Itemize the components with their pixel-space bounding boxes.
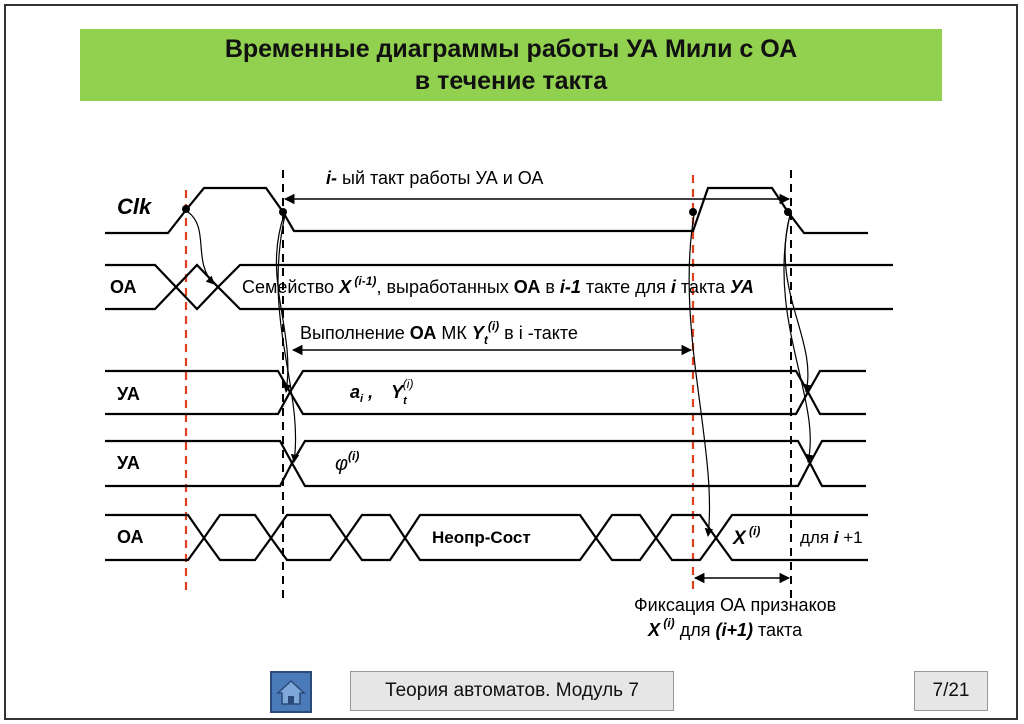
ua-bus-2 bbox=[105, 441, 866, 486]
for-next-label: для i +1 bbox=[800, 528, 863, 547]
ua1-label: УА bbox=[117, 384, 140, 404]
fixation-label-line1: Фиксация ОА признаков bbox=[634, 595, 837, 615]
title-line-1: Временные диаграммы работы УА Мили с ОА bbox=[224, 35, 798, 63]
ua-bus-1 bbox=[105, 371, 866, 414]
clk-dot-4 bbox=[784, 208, 792, 216]
execution-label: Выполнение ОА МК $Y_t^{(i)}$ в i -такте bbox=[300, 319, 578, 347]
home-icon bbox=[276, 678, 306, 706]
phi-label: $\varphi^{(i)}$ bbox=[335, 449, 360, 475]
clk-waveform bbox=[105, 188, 868, 233]
causal-curve-5 bbox=[785, 215, 808, 392]
causal-curve-6 bbox=[784, 215, 810, 462]
footer-page-number: 7/21 bbox=[914, 671, 988, 711]
clk-dot-3 bbox=[689, 208, 697, 216]
undefined-state-label: Неопр-Сост bbox=[432, 528, 531, 547]
clk-label: Clk bbox=[117, 194, 152, 219]
footer-course-title: Теория автоматов. Модуль 7 bbox=[350, 671, 674, 711]
title-line-2: в течение такта bbox=[414, 67, 608, 95]
fixation-label-line2: X $^{(i)}$ для (i+1) такта bbox=[648, 616, 803, 640]
family-label: Семейство X $^{(i-1)}$, выработанных ОА в i-1 такте для i такта УА bbox=[242, 274, 754, 297]
home-button[interactable] bbox=[270, 671, 312, 713]
causal-curve-3 bbox=[278, 215, 296, 462]
ua-values-label: $a_i$ , $Y_t(i)$ bbox=[350, 377, 414, 407]
oa-top-label: ОА bbox=[110, 277, 137, 297]
ua2-label: УА bbox=[117, 453, 140, 473]
causal-curve-1 bbox=[188, 212, 214, 284]
cycle-label: i- ый такт работы УА и ОА bbox=[326, 168, 544, 188]
oa-bottom-label: ОА bbox=[117, 527, 144, 547]
clk-dot-1 bbox=[182, 205, 190, 213]
x-result-label: X $^{(i)}$ bbox=[733, 524, 761, 549]
clk-dot-2 bbox=[279, 208, 287, 216]
